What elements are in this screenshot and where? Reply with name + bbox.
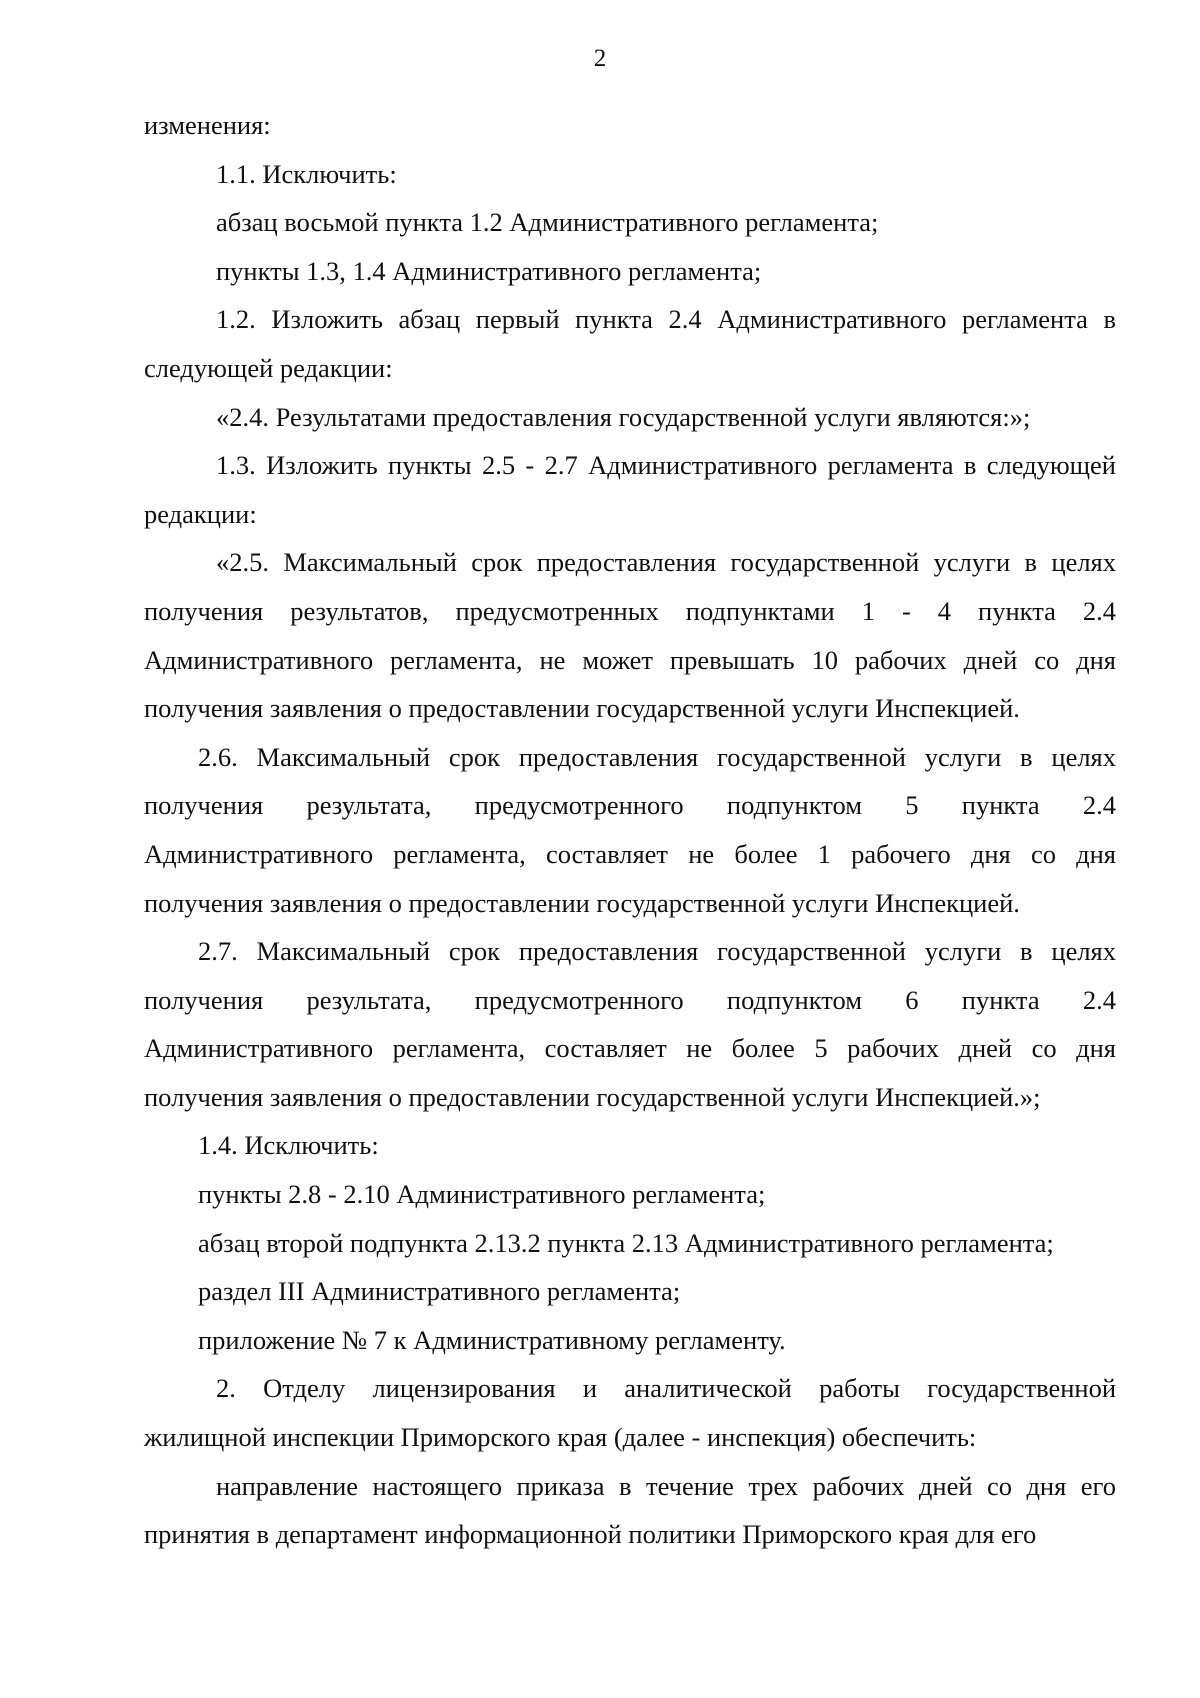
clause-2-7: 2.7. Максимальный срок предоставления государственной услуги в целях получения результата, предусмотренного подпунктом 6 пункта 2.4 Административного регламента, составляет не более 5 рабочих дней со дня получения заявления о предоставлении государственной услуги Инспекцией.»; [144, 936, 1116, 1112]
item-2: 2. Отделу лицензирования и аналитической работы государственной жилищной инспекции Приморского края (далее - инспекция) обеспечить: [144, 1373, 1116, 1453]
item-1-4-paragraph-a: пункты 2.8 - 2.10 Административного регламента; [198, 1179, 766, 1210]
item-1-4-paragraph-d: приложение № 7 к Административному регламенту. [198, 1324, 786, 1355]
item-1-4-paragraph-b: абзац второй подпункта 2.13.2 пункта 2.13 Административного регламента; [198, 1227, 1054, 1258]
page-number: 2 [593, 45, 607, 72]
clause-2-6: 2.6. Максимальный срок предоставления государственной услуги в целях получения результата, предусмотренного подпунктом 5 пункта 2.4 Административного регламента, составляет не более 1 рабочего дня со дня получения заявления о предоставлении государственной услуги Инспекцией. [144, 741, 1116, 918]
item-1-1-paragraph-b: пункты 1.3, 1.4 Административного регламента; [216, 255, 762, 286]
item-2-paragraph-a: направление настоящего приказа в течение трех рабочих дней со дня его принятия в департамент информационной политики Приморского края для его [144, 1470, 1116, 1550]
item-1-4: 1.4. Исключить: [198, 1130, 379, 1161]
item-1-2: 1.2. Изложить абзац первый пункта 2.4 Административного регламента в следующей редакции: [144, 304, 1116, 383]
item-1-4-paragraph-c: раздел III Административного регламента; [198, 1276, 681, 1307]
item-1-1: 1.1. Исключить: [216, 158, 397, 189]
item-1-2-quote: «2.4. Результатами предоставления государственной услуги являются:»; [216, 401, 1031, 432]
paragraph-continuation: изменения: [144, 110, 271, 140]
clause-2-5: «2.5. Максимальный срок предоставления государственной услуги в целях получения результатов, предусмотренных подпунктами 1 - 4 пункта 2.4 Административного регламента, не может превышать 10 рабочих дней со дня получения заявления о предоставлении государственной услуги Инспекцией. [144, 547, 1116, 724]
item-1-1-paragraph-a: абзац восьмой пункта 1.2 Административного регламента; [216, 207, 879, 238]
document-body [144, 101, 1116, 1559]
item-1-3: 1.3. Изложить пункты 2.5 - 2.7 Административного регламента в следующей редакции: [144, 450, 1116, 529]
